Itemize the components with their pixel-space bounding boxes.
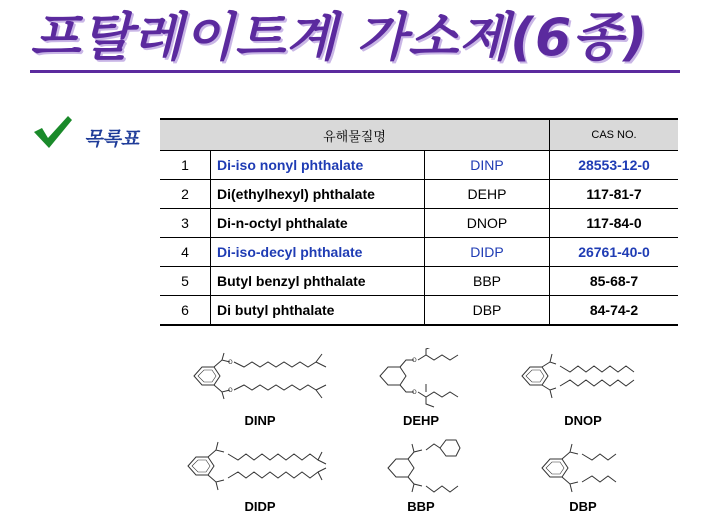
substance-name: Di butyl phthalate xyxy=(211,296,425,326)
substance-name: Di-iso-decyl phthalate xyxy=(211,238,425,267)
header-substance-name: 유해물질명 xyxy=(160,119,550,151)
structure-didp xyxy=(182,438,342,500)
cas-number: 26761-40-0 xyxy=(550,238,679,267)
table-row xyxy=(160,209,678,238)
row-number: 1 xyxy=(160,151,211,180)
substance-name: Di-n-octyl phthalate xyxy=(211,209,425,238)
substance-table xyxy=(160,118,678,326)
table-row xyxy=(160,151,678,180)
title-underline xyxy=(30,70,680,73)
cas-number: 28553-12-0 xyxy=(550,151,679,180)
table-row xyxy=(160,267,678,296)
structure-label-bbp: BBP xyxy=(407,499,435,514)
checkmark-icon xyxy=(32,114,74,150)
structure-label-dbp: DBP xyxy=(569,499,597,514)
section-label: 목록표 xyxy=(84,128,140,150)
svg-text:O: O xyxy=(228,359,233,366)
row-number: 4 xyxy=(160,238,211,267)
table-header-row xyxy=(160,119,678,151)
cas-number: 117-81-7 xyxy=(550,180,679,209)
svg-text:O: O xyxy=(228,387,233,394)
row-number: 3 xyxy=(160,209,211,238)
substance-abbr: DBP xyxy=(425,296,550,326)
row-number: 5 xyxy=(160,267,211,296)
svg-text:O: O xyxy=(412,357,417,364)
page-title: 프탈레이트계 가소제(6종) xyxy=(30,8,649,68)
substance-abbr: DIDP xyxy=(425,238,550,267)
substance-abbr: DINP xyxy=(425,151,550,180)
substance-abbr: DEHP xyxy=(425,180,550,209)
table-row xyxy=(160,180,678,209)
table-row xyxy=(160,296,678,326)
row-number: 2 xyxy=(160,180,211,209)
row-number: 6 xyxy=(160,296,211,326)
svg-text:O: O xyxy=(412,389,417,396)
structure-label-dinp: DINP xyxy=(244,413,276,428)
substance-name: Di(ethylhexyl) phthalate xyxy=(211,180,425,209)
cas-number: 85-68-7 xyxy=(550,267,679,296)
table-row xyxy=(160,238,678,267)
structure-dbp xyxy=(536,440,646,496)
substance-name: Di-iso nonyl phthalate xyxy=(211,151,425,180)
structure-dehp xyxy=(374,348,474,410)
structure-dinp xyxy=(186,348,346,410)
structure-bbp xyxy=(382,436,472,500)
structure-label-dehp: DEHP xyxy=(402,413,440,428)
substance-abbr: DNOP xyxy=(425,209,550,238)
structure-dnop xyxy=(516,348,676,410)
header-cas-no: CAS NO. xyxy=(550,119,679,151)
structure-label-dnop: DNOP xyxy=(564,413,602,428)
substance-abbr: BBP xyxy=(425,267,550,296)
cas-number: 117-84-0 xyxy=(550,209,679,238)
structure-label-didp: DIDP xyxy=(244,499,276,514)
cas-number: 84-74-2 xyxy=(589,302,639,318)
substance-name: Butyl benzyl phthalate xyxy=(211,267,425,296)
